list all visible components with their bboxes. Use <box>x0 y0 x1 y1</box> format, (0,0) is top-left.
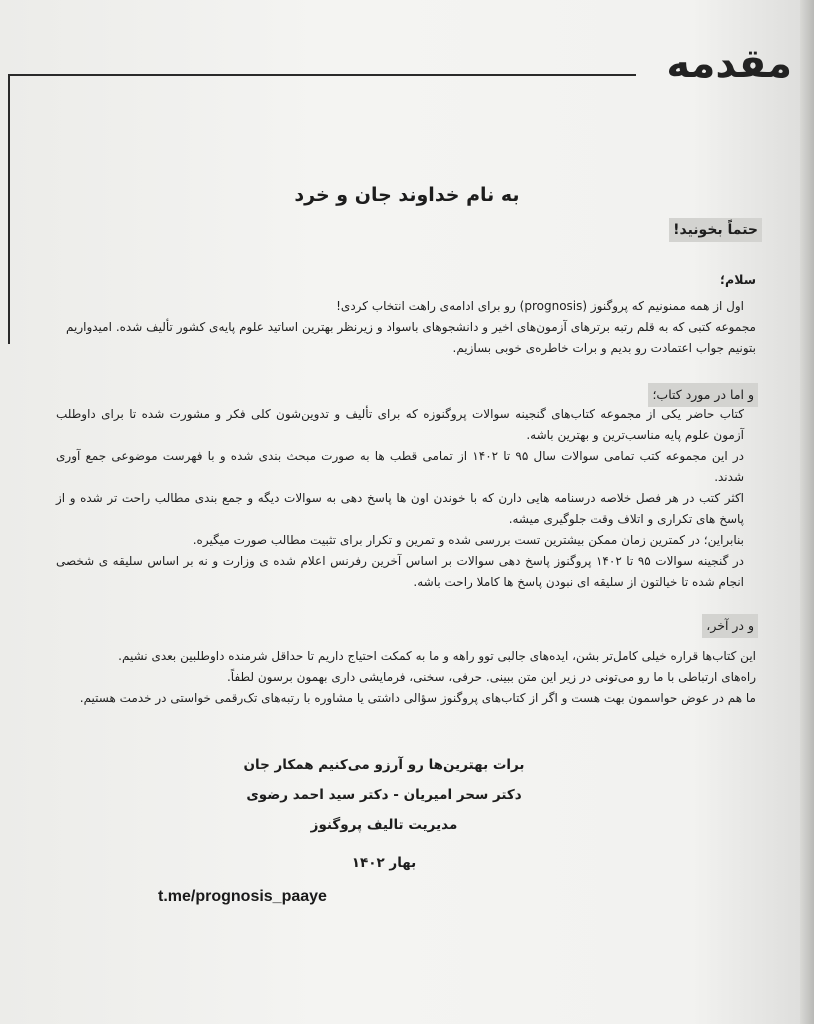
signature-date: بهار ۱۴۰۲ <box>351 855 417 871</box>
greeting: سلام؛ <box>720 272 756 287</box>
about-line: کتاب حاضر یکی از مجموعه کتاب‌های گنجینه سوالات پروگنوزه که برای تألیف و تدوین‌شون کلی فکر و مشورت شده تا برای داوطلب آزمون علوم پایه مناسب‌ترین و بهترین باشه. <box>56 407 744 442</box>
signature-team: مدیریت تالیف پروگنوز <box>310 817 458 833</box>
closing-section <box>66 646 756 709</box>
about-line: در گنجینه سوالات ۹۵ تا ۱۴۰۲ پروگنوز پاسخ دهی سوالات بر اساس آخرین رفرنس اعلام شده ی وزارت و نه بر اساس سلیقه ی شخصی انجام شده تا خیالتون از سلیقه ای نبودن پاسخ ها کاملا راحت باشه. <box>56 554 744 589</box>
about-line: بنابراین؛ در کمترین زمان ممکن بیشترین تست بررسی شده و تمرین و تکرار برای تثبیت مطالب صورت میگیره. <box>192 533 744 547</box>
intro-section <box>66 296 756 359</box>
signature-block <box>234 750 534 878</box>
chapter-title: مقدمه <box>666 41 792 87</box>
closing-label: و در آخر، <box>702 614 758 638</box>
must-read-label: حتماً بخونید! <box>669 218 762 242</box>
closing-line: این کتاب‌ها قراره خیلی کامل‌تر بشن، ایده‌های جالبی توو راهه و ما به کمکت احتیاج داریم تا حداقل شرمنده داوطلبین بعدی نشیم. <box>118 649 756 663</box>
signature-authors: دکتر سحر امیریان - دکتر سید احمد رضوی <box>246 787 522 803</box>
about-line: در این مجموعه کتب تمامی سوالات سال ۹۵ تا ۱۴۰۲ از تمامی قطب ها به صورت مبحث بندی شده و با فهرست موضوعی جمع آوری شدند. <box>56 449 745 484</box>
telegram-link[interactable]: t.me/prognosis_paaye <box>158 888 327 905</box>
frame-top-line <box>8 74 636 76</box>
about-line: اکثر کتب در هر فصل خلاصه درسنامه هایی دارن که با خوندن اون ها پاسخ دهی به سوالات دیگه و جمع بندی مطالب راحت تر شده و از پاسخ های تکراری و اتلاف وقت جلوگیری میشه. <box>56 491 744 526</box>
about-section <box>56 404 756 593</box>
intro-line: اول از همه ممنونیم که پروگنوز (prognosis) رو برای ادامه‌ی راهت انتخاب کردی! <box>336 299 744 313</box>
intro-line: مجموعه کتبی که به قلم رتبه برترهای آزمون‌های اخیر و دانشجوهای باسواد و زیرنظر بهترین اساتید علوم پایه‌ی کشور تألیف شده. امیدواریم بتونیم جواب اعتمادت رو بدیم و برات خاطره‌ی خوبی بسازیم. <box>66 320 756 355</box>
closing-line: راه‌های ارتباطی با ما رو می‌تونی در زیر این متن ببینی. حرفی، سخنی، فرمایشی داری بهمون برسون لطفاً. <box>226 670 756 684</box>
main-title: به نام خداوند جان و خرد <box>294 184 520 206</box>
signature-wish: برات بهترین‌ها رو آرزو می‌کنیم همکار جان <box>243 757 525 773</box>
about-book-label: و اما در مورد کتاب؛ <box>648 383 758 407</box>
closing-line: ما هم در عوض حواسمون بهت هست و اگر از کتاب‌های پروگنوز سؤالی داشتی یا مشاوره با رتبه‌های تک‌رقمی خواستی در خدمت هستیم. <box>79 691 756 705</box>
page-spine-shadow <box>800 0 814 1024</box>
